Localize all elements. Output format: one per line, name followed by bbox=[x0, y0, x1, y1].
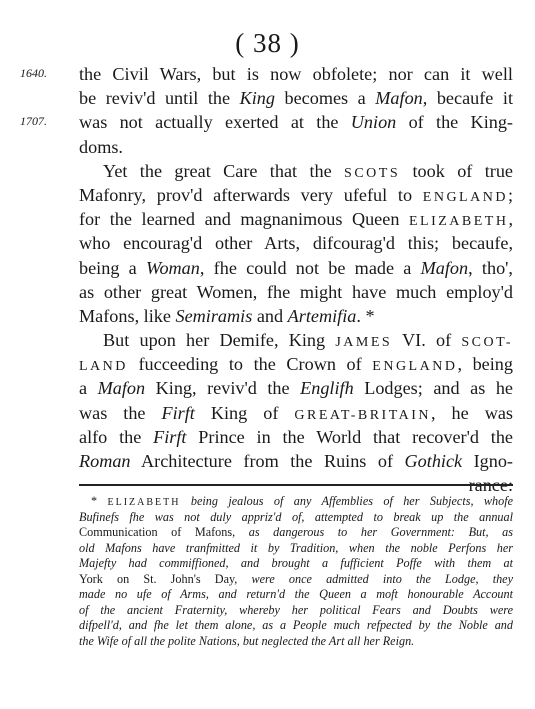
footnote-line: Bufinefs fhe was not duly appriz'd of, attempted to break up the annual bbox=[79, 509, 513, 524]
text-line: Mafons, like Semiramis and Artemifia. * bbox=[79, 305, 375, 326]
text-line: be reviv'd until the King becomes a Mafon, becaufe it bbox=[79, 88, 513, 109]
footnote-line: Communication of Mafons, as dangerous to her Government: But, as bbox=[79, 525, 513, 539]
footnote-line: the Wife of all the polite Nations, but neglected the Art all her Reign. bbox=[79, 633, 415, 648]
text-line: for the learned and magnanimous Queen ELIZABETH, bbox=[79, 209, 513, 230]
text-line: Roman Architecture from the Ruins of Gothick Igno- bbox=[79, 451, 513, 471]
text-line: rance: bbox=[468, 475, 513, 496]
text-line: LAND fucceeding to the Crown of ENGLAND, being bbox=[79, 354, 513, 375]
text-line: who encourag'd other Arts, difcourag'd this; becaufe, bbox=[79, 233, 513, 254]
text-line: alfo the Firft Prince in the World that recover'd the bbox=[79, 426, 513, 447]
footnote-line: York on St. John's Day, were once admitted into the Lodge, they bbox=[79, 571, 513, 586]
footnote-line: old Mafons have tranfmitted it by Tradition, when the noble Perfons her bbox=[79, 540, 513, 555]
page-number: ( 38 ) bbox=[235, 28, 300, 58]
text-line: But upon her Demife, King JAMES VI. of SCOT- bbox=[103, 330, 513, 351]
text-line: being a Woman, fhe could not be made a Mafon, tho', bbox=[79, 257, 513, 278]
marginal-date-1707: 1707. bbox=[20, 114, 47, 128]
text-line: Mafonry, prov'd afterwards very ufeful to ENGLAND; bbox=[79, 184, 513, 205]
text-line: doms. bbox=[79, 136, 123, 157]
footnote bbox=[79, 494, 513, 649]
body-text bbox=[79, 62, 513, 497]
text-line: Yet the great Care that the SCOTS took of true bbox=[103, 160, 513, 181]
footnote-line: * ELIZABETH being jealous of any Affemblies of her Subjects, whofe bbox=[91, 494, 513, 508]
footnote-line: of the ancient Fraternity, whereby her political Fears and Doubts were bbox=[79, 602, 513, 617]
footnote-divider bbox=[79, 484, 513, 486]
text-line: as other great Women, fhe might have much employ'd bbox=[79, 281, 513, 302]
text-line: was not actually exerted at the Union of the King- bbox=[79, 112, 513, 133]
text-line: a Mafon King, reviv'd the Englifh Lodges; and as he bbox=[79, 378, 513, 399]
marginal-date-1640: 1640. bbox=[20, 66, 47, 80]
footnote-line: made no ufe of Arms, and return'd the Queen a moft honourable Account bbox=[79, 587, 513, 601]
text-line: the Civil Wars, but is now obfolete; nor can it well bbox=[79, 64, 513, 84]
text-line: was the Firft King of GREAT-BRITAIN, he was bbox=[79, 402, 513, 423]
footnote-line: difpell'd, and fhe let them alone, as a People much refpected by the Noble and bbox=[79, 618, 513, 632]
footnote-line: Majefty had commiffioned, and brought a fufficient Poffe with them at bbox=[79, 556, 513, 570]
